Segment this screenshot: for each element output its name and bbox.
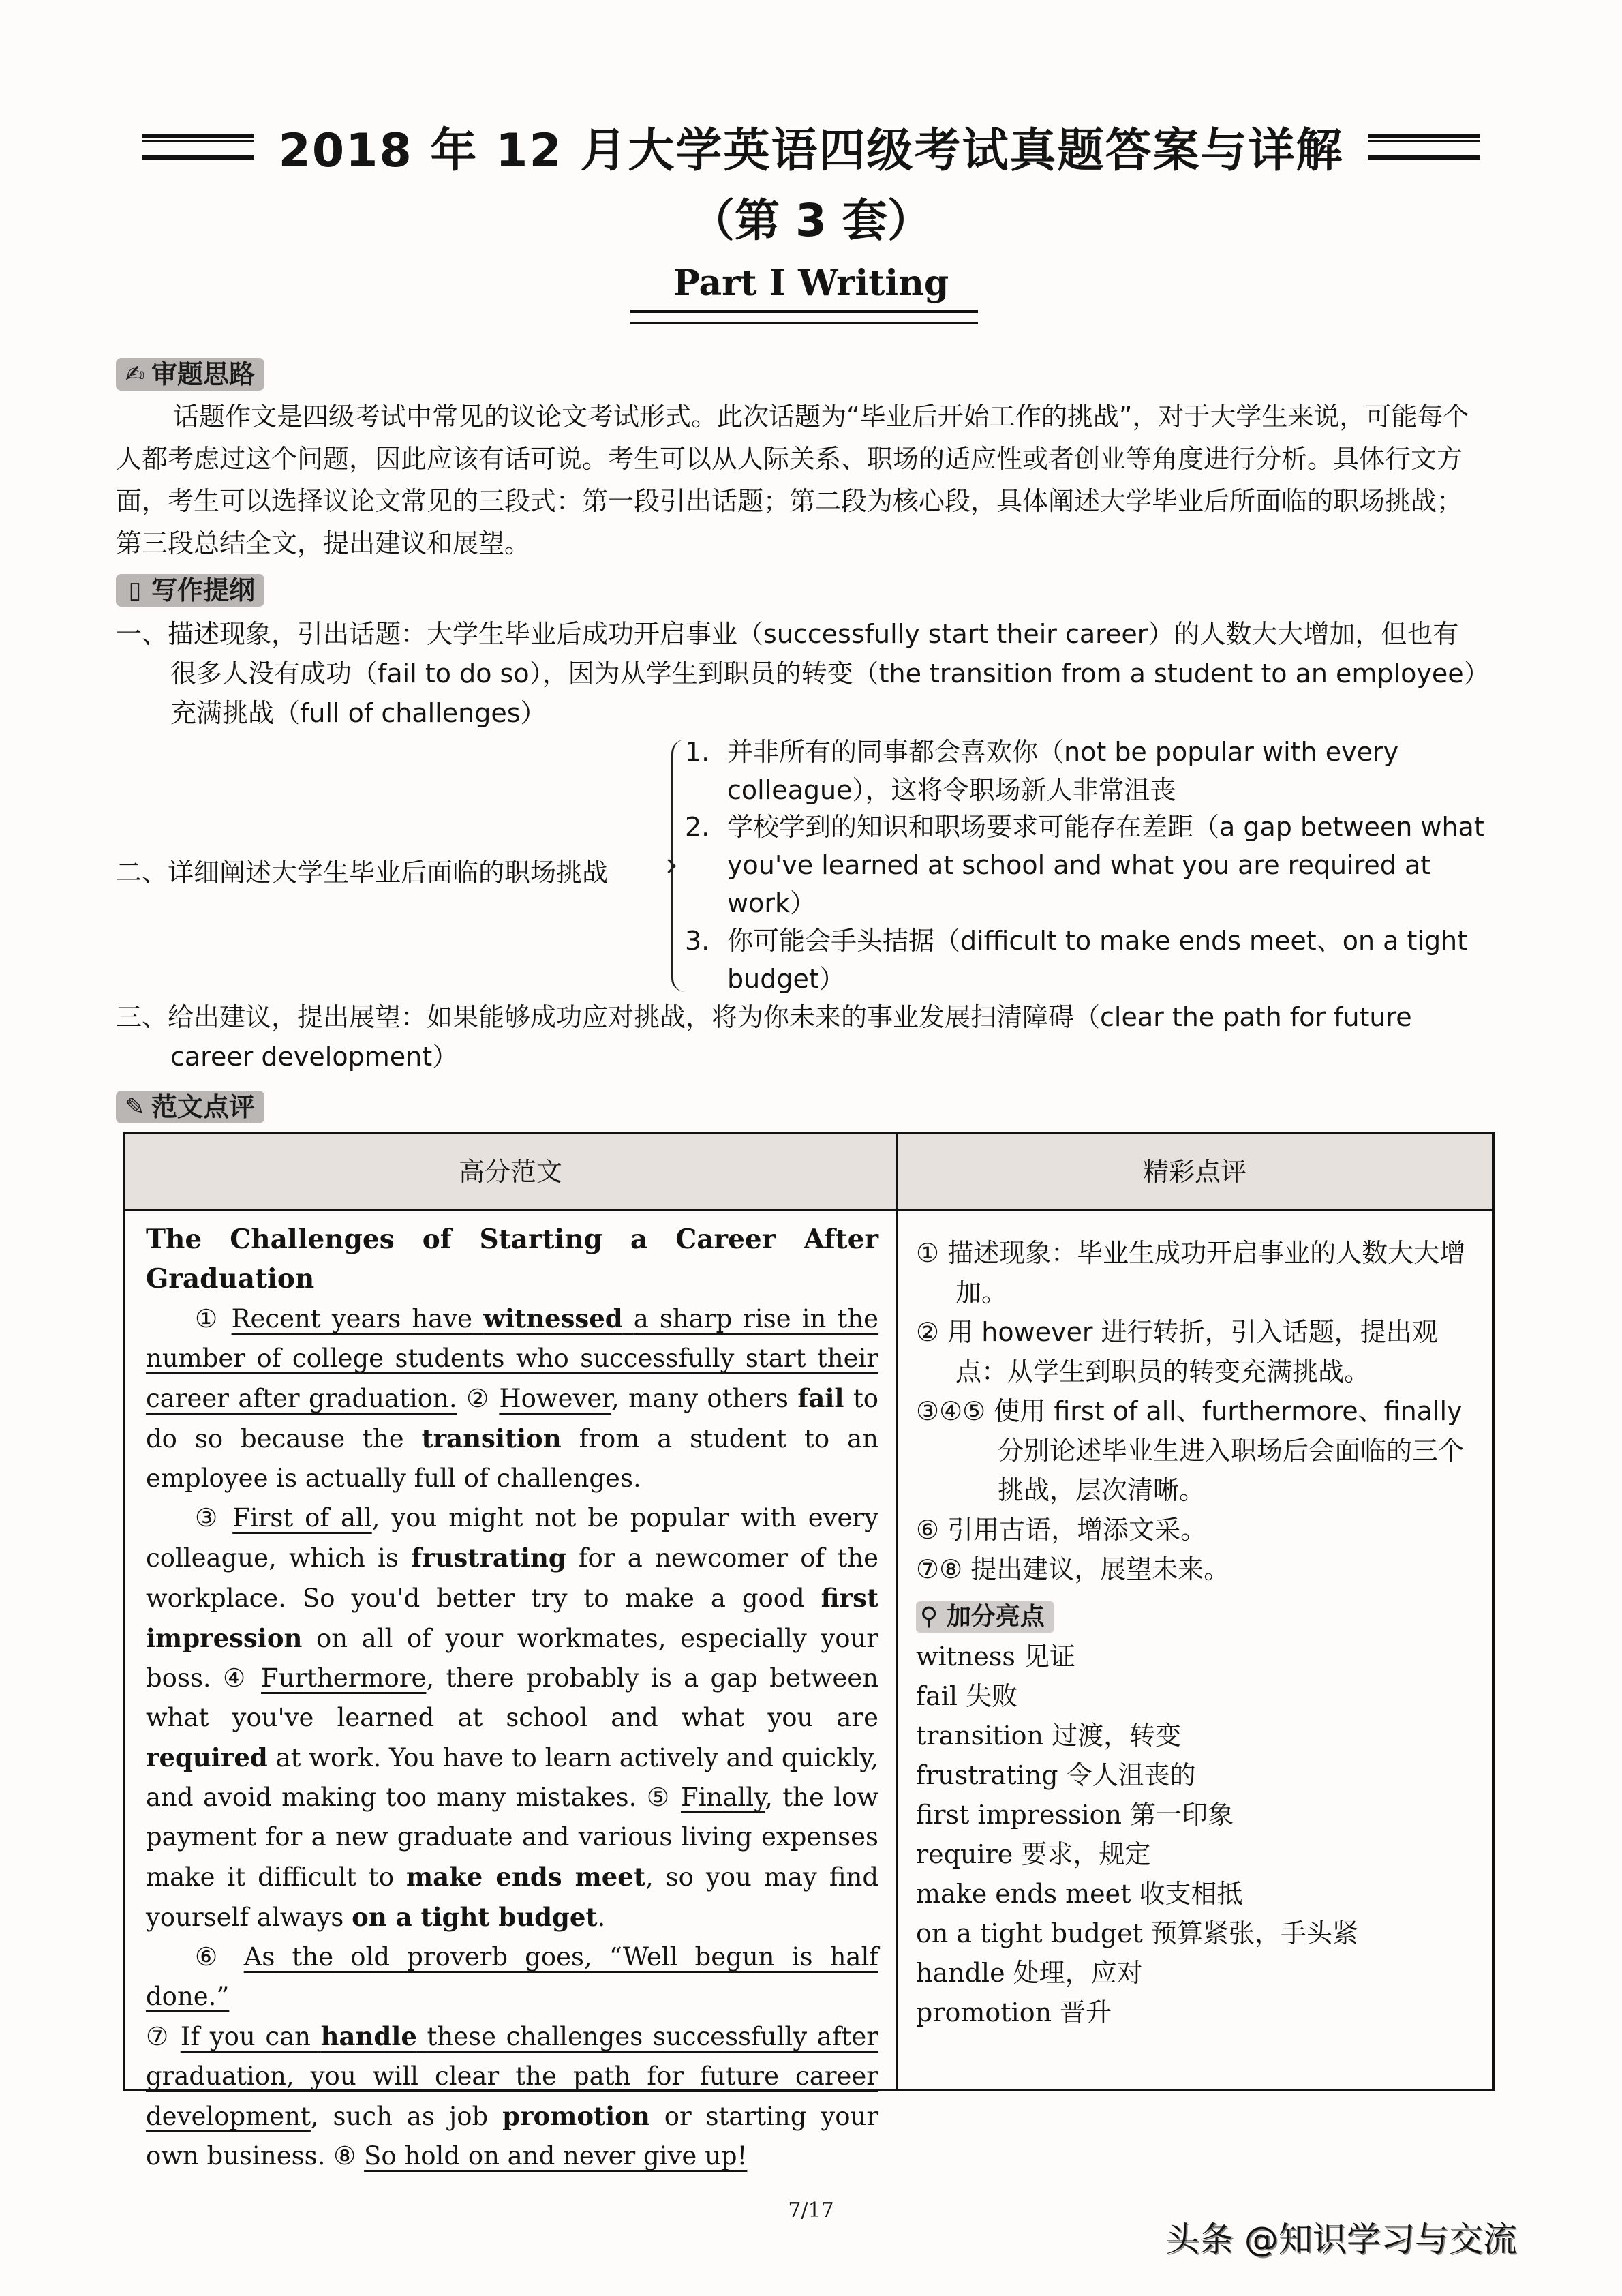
section-badge-label: 范文点评 — [151, 1092, 256, 1122]
title-rule-right — [1368, 134, 1480, 160]
column-header-comments: 精彩点评 — [1142, 1157, 1246, 1187]
essay-paragraph-3-cont: ⑦ If you can handle these challenges successfully after graduation, you will clear the path for future career development, such as job promotion or starting your own business. ⑧ So hold on and never give up! — [146, 2021, 878, 2171]
source-watermark: 头条 @知识学习与交流 — [1165, 2220, 1517, 2259]
essay-paragraph-1: ① Recent years have witnessed a sharp rise in the number of college students who successfully start their career after graduation. ② However, many others fail to do so because the transition from a student to an employee is actually full of challenges. — [146, 1303, 879, 1493]
model-essay — [146, 1220, 878, 2176]
pen-icon: ✍ — [125, 361, 145, 388]
column-divider — [896, 1134, 898, 2089]
essay-title: The Challenges of Starting a Career After Graduation — [146, 1224, 878, 1295]
section-badge-label: 写作提纲 — [151, 575, 256, 605]
outline-item-1-line-3: 充满挑战（full of challenges） — [170, 698, 547, 728]
outline-item-1-line-1: 一、描述现象，引出话题：大学生毕业后成功开启事业（successfully start their career）的人数大大增加，但也有 — [116, 619, 1459, 649]
outline-item-1-line-2: 很多人没有成功（fail to do so），因为从学生到职员的转变（the transition from a student to an employee） — [170, 659, 1490, 689]
outline-item-2-label: 二、详细阐述大学生毕业后面临的职场挑战 — [116, 858, 609, 888]
vocab-item: handle 处理，应对 — [916, 1958, 1143, 1988]
title-row — [109, 109, 1513, 184]
section-badge-review — [116, 1091, 264, 1123]
outline-subitem: 3. 你可能会手头拮据（difficult to make ends meet、on a tight budget） — [685, 926, 1468, 994]
comment-item: ② 用 however 进行转折，引入话题，提出观点：从学生到职员的转变充满挑战。 — [916, 1317, 1438, 1387]
comment-item: ⑦⑧ 提出建议，展望未来。 — [916, 1554, 1230, 1584]
vocab-item: fail 失败 — [916, 1681, 1018, 1711]
title-rule-left — [142, 134, 254, 160]
essay-table — [123, 1132, 1495, 2171]
vocab-item: promotion 晋升 — [916, 1997, 1112, 2027]
essay-paragraph-2: ③ First of all, you might not be popular with every colleague, which is frustrating for a newcomer of the workplace. So you'd better try to make a good first impression on all of your workmates, especially your boss. ④ Furthermore, there probably is a gap between what you've learned at school and what you are required at work. You have to learn actively and quickly, and avoid making too many mistakes. ⑤ Finally, the low payment for a new graduate and various living expenses make it difficult to make ends meet, so you may find yourself always on a tight budget. — [146, 1503, 879, 1932]
outline-item-3-line-2: career development） — [170, 1042, 459, 1072]
page-number: 7/17 — [788, 2199, 834, 2222]
page-subtitle: （第 3 套） — [690, 194, 932, 247]
essay-paragraph-3: ⑥ As the old proverb goes, “Well begun is half done.” — [146, 1942, 878, 2011]
part-title-underline — [630, 310, 978, 324]
magnifier-icon: ⚲ — [920, 1603, 938, 1631]
vocab-item: require 要求，规定 — [916, 1839, 1151, 1869]
vocab-list — [916, 1637, 1475, 2032]
brush-icon: ✎ — [125, 1093, 145, 1121]
outline-subitem: 1. 并非所有的同事都会喜欢你（not be popular with every colleague），这将令职场新人非常沮丧 — [685, 737, 1399, 805]
section-badge-label: 审题思路 — [151, 359, 256, 389]
vocab-item: transition 过渡，转变 — [916, 1721, 1182, 1751]
vocab-item: on a tight budget 预算紧张，手头紧 — [916, 1918, 1359, 1948]
highlights-badge: ⚲ 加分亮点 — [916, 1601, 1054, 1633]
comments-column — [916, 1233, 1475, 2032]
outline-item-3-line-1: 三、给出建议，提出展望：如果能够成功应对挑战，将为你未来的事业发展扫清障碍（clear the path for future — [116, 1002, 1412, 1032]
notebook-icon: ▯ — [128, 577, 142, 604]
comment-item: ⑥ 引用古语，增添文采。 — [916, 1515, 1207, 1545]
page-title: 2018 年 12 月大学英语四级考试真题答案与详解 — [278, 123, 1344, 178]
part-title: Part I Writing — [673, 262, 949, 304]
analysis-paragraph: 话题作文是四级考试中常见的议论文考试形式。此次话题为“毕业后开始工作的挑战”，对于大学生来说，可能每个人都考虑过这个问题，因此应该有话可说。考生可以从人际关系、职场的适应性或者创业等角度进行分析。具体行文方面，考生可以选择议论文常见的三段式：第一段引出话题；第二段为核心段，具体阐述大学毕业后所面临的职场挑战；第三段总结全文，提出建议和展望。 — [116, 402, 1469, 558]
table-header — [125, 1134, 1492, 1211]
vocab-item: make ends meet 收支相抵 — [916, 1879, 1243, 1909]
section-badge-outline — [116, 574, 264, 607]
comment-item: ③④⑤ 使用 first of all、furthermore、finally 分别论述毕业生进入职场后会面临的三个挑战，层次清晰。 — [916, 1396, 1465, 1505]
vocab-item: witness 见证 — [916, 1642, 1076, 1672]
outline-subitem: 2. 学校学到的知识和职场要求可能存在差距（a gap between what you've learned at school and what you are required at work） — [685, 812, 1484, 918]
section-badge-analysis — [116, 358, 264, 391]
comment-item: ① 描述现象：毕业生成功开启事业的人数大大增加。 — [916, 1238, 1466, 1308]
column-header-essay: 高分范文 — [458, 1157, 562, 1187]
vocab-item: first impression 第一印象 — [916, 1800, 1234, 1830]
vocab-item: frustrating 令人沮丧的 — [916, 1760, 1196, 1790]
